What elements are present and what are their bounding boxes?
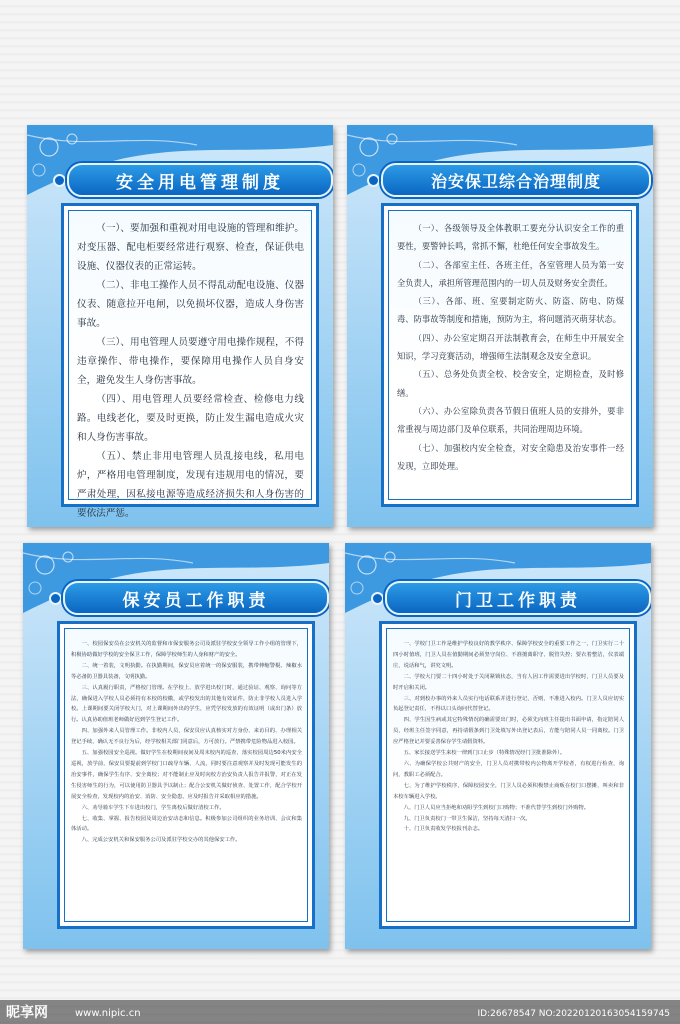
watermark-url: www.nipic.cn bbox=[75, 1008, 141, 1019]
watermark-bar bbox=[0, 1000, 680, 1024]
content-text bbox=[397, 219, 624, 495]
paragraph: （一）、各级领导及全体教职工要充分认识安全工作的重要性，要警钟长鸣，常抓不懈，杜绝任何安全事故发生。 bbox=[397, 223, 624, 252]
title-bar bbox=[63, 581, 329, 615]
content-frame bbox=[381, 203, 639, 507]
content-text bbox=[77, 219, 304, 519]
paragraph: 六、劝导骑车学生下车进出校门，学生离校后做好清校工作。 bbox=[81, 804, 225, 811]
paragraph: 一、校园保安员在公安机关的监督和市保安服务公司及派驻学校安全领导工作小组的管理下，积极协助做好学校的安全保卫工作，保障学校师生的人身和财产的安全。 bbox=[71, 641, 302, 658]
paragraph: （二）、非电工操作人员不得乱动配电设施、仪器仪表、随意拉开电闸，以免损坏仪器，造成人身伤害事故。 bbox=[77, 280, 304, 329]
paragraph: （一）、要加强和重视对用电设施的管理和维护。对变压器、配电柜要经常进行观察、检查，保证供电设施、仪器仪表的正常运转。 bbox=[77, 223, 304, 272]
paragraph: （四）、办公室定期召开法制教育会，在师生中开展安全知识，学习竞赛活动，增强师生法制观念及安全意识。 bbox=[397, 332, 624, 362]
paragraph: （六）、办公室除负责各节假日值班人员的安排外，要非常重视与周边部门及单位联系，共同治理周边环境。 bbox=[397, 405, 624, 435]
paragraph: 一、学校门卫工作是维护学校良好的教学秩序、保障学校安全的重要工作之一，门卫实行二十四小时值班，门卫人员在值勤期间必须坚守岗位、不准擅离职守、脱管失控；要衣着整洁，仪表端庄，说话和气，讲究文明。 bbox=[393, 641, 624, 669]
paragraph: 六、为确保学校公共财产的安全，门卫人员对携带校内公物离开学校者，有权进行检查，询问，教职工必须配合。 bbox=[393, 760, 624, 778]
watermark-id: ID:26678547 NO:20220120163054159745 bbox=[477, 1009, 670, 1019]
paragraph: （三）、用电管理人员要遵守用电操作规程，不得违章操作、带电操作，要保障用电操作人员自身安全，避免发生人身伤害事故。 bbox=[77, 337, 304, 386]
paragraph: 九、门卫负责校门一带卫生保洁，坚持每天清扫一次。 bbox=[403, 815, 531, 822]
paragraph: （二）、各部室主任、各班主任，各室管理人员为第一安全负责人，承担所管理范围内的一切人员及财务安全责任。 bbox=[397, 259, 624, 288]
paragraph: 二、学校大门要二十四小时处于关闭紧锁状态，当有人因工作需要进出学校时，门卫人员要及时开启和关闭。 bbox=[393, 673, 624, 691]
paragraph: 二、统一着装，文明执勤。在执勤期间，保安员应着统一的保安服装，携带伸缩警棍、辣椒水等必备防卫器具装备，文明执勤。 bbox=[71, 662, 302, 680]
paragraph: （五）、禁止非用电管理人员乱接电线，私用电炉，严格用电管理制度，发现有违规用电的情况，要严肃处理，因私接电源等造成经济损失和人身伤害的要依法严惩。 bbox=[77, 451, 304, 519]
title-bar bbox=[381, 163, 651, 197]
title-bar bbox=[385, 581, 651, 615]
board-title: 治安保卫综合治理制度 bbox=[430, 172, 601, 191]
board-title: 保安员工作职责 bbox=[122, 591, 270, 611]
paragraph: （四）、用电管理人员要经常检查、检修电力线路。电线老化，要及时更换，防止发生漏电造成火灾和人身伤害事故。 bbox=[77, 394, 304, 443]
board-title: 门卫工作职责 bbox=[455, 591, 581, 611]
watermark-logo: 昵享网 bbox=[6, 1005, 48, 1021]
title-bullet bbox=[371, 592, 384, 605]
title-bullet bbox=[53, 174, 66, 187]
paragraph: 三、认真履行职责，严格校门管理。在学校上、放学进出校门时，通过验证、观察、询问等方法，确保进入学校人员必须持有本校的校徽，或学校发出的其他有效证件，防止非学校人员进入学校。上课期间要关闭学校大门，对上课期间外出的学生，应凭学校发放的有效证明（或出门条）放行。认真协助值班老师做好迟到学生登记工作。 bbox=[71, 684, 302, 724]
paragraph: 十、门卫负责收发学校报刊杂志。 bbox=[403, 826, 484, 833]
paragraph: 七、为了维护学校秩序，保障校园安全，门卫人员必须积极禁止商贩在校门口摆摊、叫卖和非本校车辆进入学校。 bbox=[393, 782, 624, 800]
paragraph: 五、加强校园安全巡视。做好学生在校期间夜间及周末校内的巡查，落实校园周边50米内安全巡视，放学前，保安员要提前到学校门口疏导车辆、人流，同时要注意观察并及时发现可能发生的治安事件，确保学生有序、安全离校；对不能制止应及时向校方治安负责人报告并报警，对正在发生侵害师生的行为，可以使用防卫器具予以制止；配合公安机关做好侦查、处置工作，配合学校开展安全检查，发现校内的治安、消防、安全隐患，应及时报告并采取相应的措施。 bbox=[71, 750, 302, 800]
board-gatekeeper-duties bbox=[345, 543, 651, 949]
board-electric-safety bbox=[27, 125, 333, 527]
paragraph: 四、加强外来人员管理工作。非校内人员，保安员应认真核实对方身份、来访目的、办理相关登记手续，确认无不良行为后，经学校相关部门同意后，方可放行。严禁携带危险物品进入校园。 bbox=[71, 728, 302, 746]
board-security-management bbox=[347, 125, 653, 527]
content-text bbox=[393, 639, 624, 917]
title-bullet bbox=[49, 592, 62, 605]
paragraph: 三、对到校办事的外来人员实行电话联系并进行登记，否则，不准进入校内。门卫人员应切实负起登记责任，不得以口头询问代替登记。 bbox=[393, 695, 624, 713]
paragraph: 七、收集、掌握、报告校园及周边治安动态和信息。积极参加公司组织的业务培训、会议和集体活动。 bbox=[71, 815, 302, 833]
content-frame bbox=[61, 203, 319, 519]
content-frame bbox=[57, 621, 315, 929]
content-text bbox=[71, 639, 302, 917]
board-guard-duties bbox=[23, 543, 329, 949]
paragraph: （三）、各部、班、室要制定防火、防盗、防电、防煤毒、防事故等制度和措施，预防为主，将问题消灭萌芽状态。 bbox=[397, 296, 624, 325]
paragraph: （七）、加强校内安全检查，对安全隐患及治安事件一经发现，立即处理。 bbox=[397, 442, 624, 471]
paragraph: 八、完成公安机关和保安服务公司及派驻学校交办的其他保安工作。 bbox=[81, 837, 241, 844]
paragraph: 五、家长接送学生来校一律到门口止步（特殊情况经门卫批准除外）。 bbox=[403, 750, 566, 757]
paragraph: 四、学生因生病或其它特殊情况的确需要出门时，必须先向班主任提出书面申请，指定陪同人员，经班主任签字同意，再持请假条到门卫处填写外出登记表后，方能与陪同人员一同离校。门卫应严格登记并要妥善保存学生请假资料。 bbox=[393, 717, 624, 746]
content-inner-frame bbox=[388, 210, 632, 500]
content-inner-frame bbox=[68, 210, 312, 519]
content-inner-frame bbox=[386, 628, 630, 922]
content-frame bbox=[379, 621, 637, 929]
paragraph: 八、门卫人员应当拒绝和劝阻学生到校门口购物；不准代替学生到校门外购物。 bbox=[403, 804, 589, 811]
title-bar bbox=[67, 163, 333, 197]
content-inner-frame bbox=[64, 628, 308, 922]
title-bullet bbox=[367, 174, 380, 187]
paragraph: （五）、总务处负责全校、校舍安全，定期检查，及时修缮。 bbox=[397, 369, 624, 398]
board-title: 安全用电管理制度 bbox=[116, 173, 284, 193]
